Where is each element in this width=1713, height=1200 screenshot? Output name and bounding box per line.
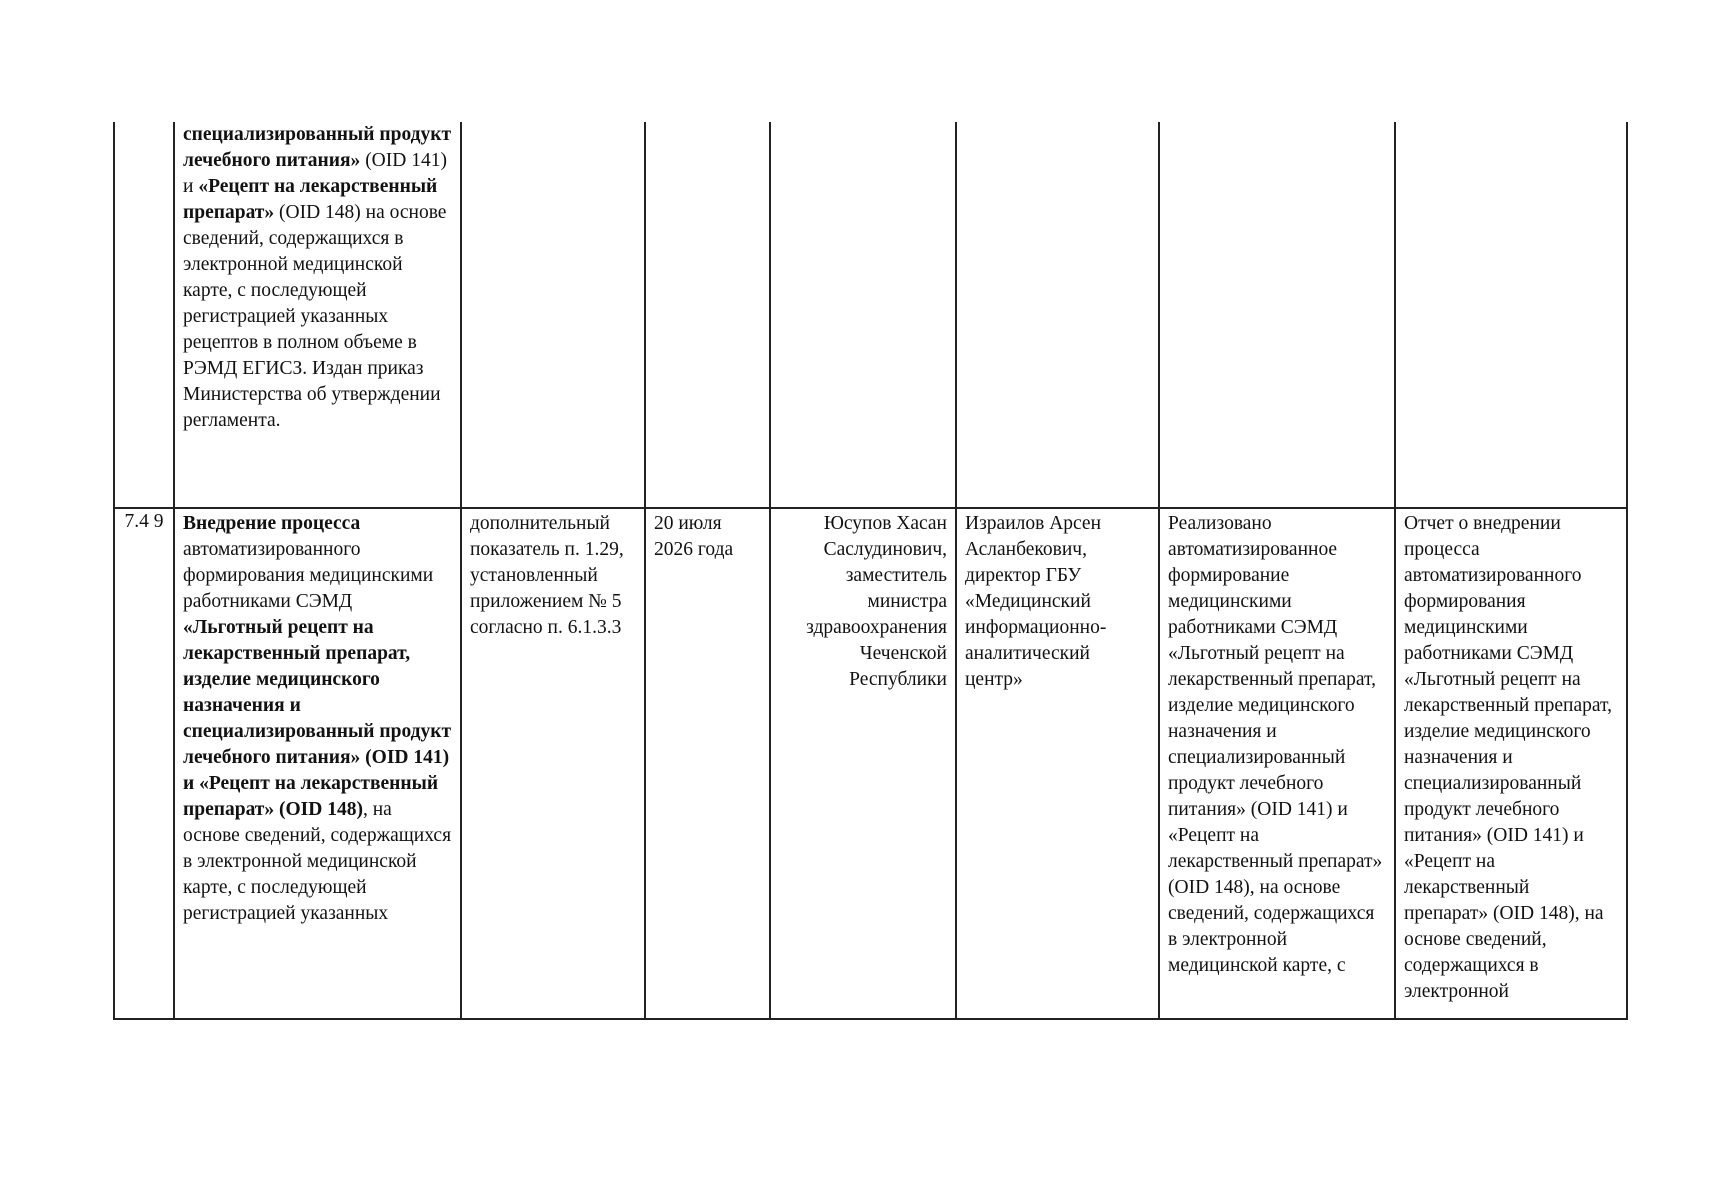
report-cell: Отчет о внедрении процесса автоматизированного формирования медицинскими работниками СЭМД «Льготный рецепт на лекарственный препарат, изделие медицинского назначения и специализированный продукт лечебного питания» (OID 141) и «Рецепт на лекарственный препарат» (OID 148), на основе сведений, содержащихся в электронной bbox=[1395, 508, 1627, 1019]
plain-text: (OID 141) и bbox=[183, 150, 447, 197]
task-text bbox=[183, 513, 451, 924]
bold-text: «Льготный рецепт на лекарственный препарат, изделие медицинского назначения и специализированный продукт лечебного питания» (OID 141) и «Рецепт на лекарственный препарат» (OID 148) bbox=[183, 617, 452, 820]
deadline-cell bbox=[645, 122, 770, 508]
executor-cell: Израилов Арсен Асланбекович, директор ГБУ «Медицинский информационно-аналитический центр» bbox=[956, 508, 1159, 1019]
table-row bbox=[114, 122, 1627, 508]
responsible-cell bbox=[770, 122, 956, 508]
task-cell bbox=[174, 508, 461, 1019]
task-text bbox=[183, 124, 451, 431]
plain-text: , на основе сведений, содержащихся в электронной медицинской карте, с последующей регистрацией указанных bbox=[183, 799, 452, 924]
plain-text: автоматизированного формирования медицинскими работниками СЭМД bbox=[183, 539, 434, 612]
plain-text: (OID 148) на основе сведений, содержащихся в электронной медицинской карте, с последующей регистрацией указанных рецептов в полном объеме в РЭМД ЕГИСЗ. Издан приказ Министерства об утверждении регламента. bbox=[183, 202, 447, 431]
report-cell bbox=[1395, 122, 1627, 508]
task-cell bbox=[174, 122, 461, 508]
indicator-cell: дополнительный показатель п. 1.29, установленный приложением № 5 согласно п. 6.1.3.3 bbox=[461, 508, 645, 1019]
executor-cell bbox=[956, 122, 1159, 508]
plan-table bbox=[113, 122, 1628, 1020]
bold-text: Внедрение процесса bbox=[183, 513, 361, 534]
bold-text: специализированный продукт лечебного питания» bbox=[183, 124, 452, 171]
responsible-cell: Юсупов Хасан Саслудинович, заместитель министра здравоохранения Чеченской Республики bbox=[770, 508, 956, 1019]
result-cell: Реализовано автоматизированное формирование медицинскими работниками СЭМД «Льготный рецепт на лекарственный препарат, изделие медицинского назначения и специализированный продукт лечебного питания» (OID 141) и «Рецепт на лекарственный препарат» (OID 148), на основе сведений, содержащихся в электронной медицинской карте, с bbox=[1159, 508, 1395, 1019]
bold-text: «Рецепт на лекарственный препарат» bbox=[183, 176, 438, 223]
deadline-cell: 20 июля 2026 года bbox=[645, 508, 770, 1019]
row-number bbox=[114, 122, 174, 508]
result-cell bbox=[1159, 122, 1395, 508]
row-number: 7.4 9 bbox=[114, 508, 174, 1019]
table-row bbox=[114, 508, 1627, 1019]
indicator-cell bbox=[461, 122, 645, 508]
